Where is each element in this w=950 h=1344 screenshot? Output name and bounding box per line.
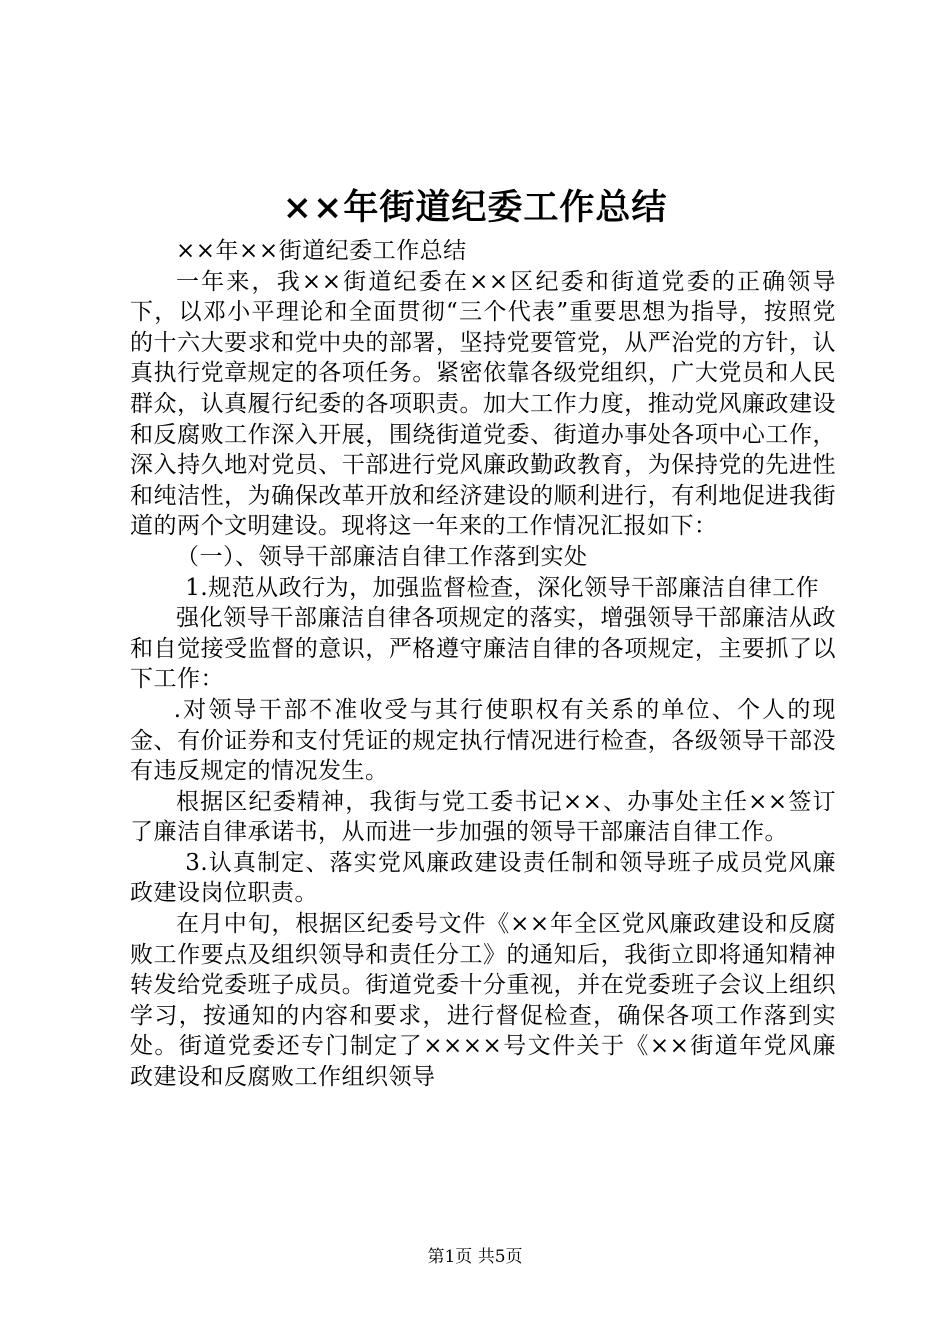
- body-paragraph: 在月中旬，根据区纪委号文件《××年全区党风廉政建设和反腐败工作要点及组织领导和责任分工》的通知后，我街立即将通知精神转发给党委班子成员。街道党委十分重视，并在党委班子会议上组织学习，按通知的内容和要求，进行督促检查，确保各项工作落到实处。街道党委还专门制定了××××号文件关于《××街道年党风廉政建设和反腐败工作组织领导: [130, 911, 836, 1091]
- body-paragraph: 强化领导干部廉洁自律各项规定的落实，增强领导干部廉洁从政和自觉接受监督的意识，严格遵守廉洁自律的各项规定，主要抓了以下工作：: [130, 605, 836, 693]
- subsection-heading: 3.认真制定、落实党风廉政建设责任制和领导班子成员党风廉政建设岗位职责。: [130, 849, 836, 907]
- intro-paragraph: 一年来，我××街道纪委在××区纪委和街道党委的正确领导下，以邓小平理论和全面贯彻“三个代表”重要思想为指导，按照党的十六大要求和党中央的部署，坚持党要管党，从严治党的方针，认真执行党章规定的各项任务。紧密依靠各级党组织，广大党员和人民群众，认真履行纪委的各项职责。加大工作力度，推动党风廉政建设和反腐败工作深入开展，围绕街道党委、街道办事处各项中心工作，深入持久地对党员、干部进行党风廉政勤政教育，为保持党的先进性和纯洁性，为确保改革开放和经济建设的顺利进行，有利地促进我街道的两个文明建设。现将这一年来的工作情况汇报如下：: [130, 268, 836, 540]
- body-paragraph: 根据区纪委精神，我街与党工委书记××、办事处主任××签订了廉洁自律承诺书，从而进一步加强的领导干部廉洁自律工作。: [130, 788, 836, 846]
- list-item-paragraph: .对领导干部不准收受与其行使职权有关系的单位、个人的现金、有价证券和支付凭证的规定执行情况进行检查，各级领导干部没有违反规定的情况发生。: [130, 696, 836, 785]
- subsection-heading: 1.规范从政行为，加强监督检查，深化领导干部廉洁自律工作: [185, 574, 820, 601]
- document-body: [130, 236, 836, 1093]
- subtitle-paragraph: ××年××街道纪委工作总结: [176, 238, 467, 264]
- section-heading: （一）、领导干部廉洁自律工作落到实处: [176, 543, 588, 570]
- document-title: ××年街道纪委工作总结: [282, 187, 668, 228]
- page-footer: 第1页 共5页: [427, 1247, 523, 1267]
